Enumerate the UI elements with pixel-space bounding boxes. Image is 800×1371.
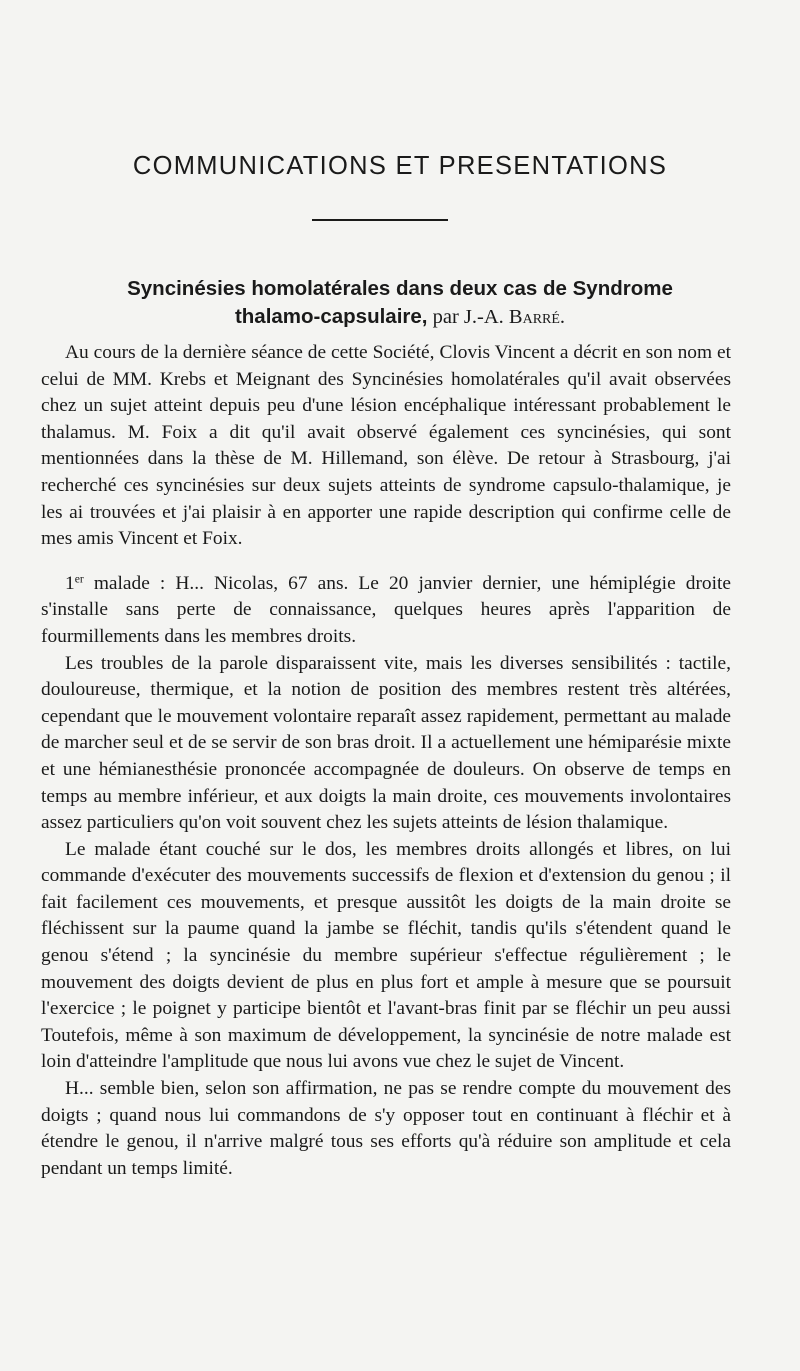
section-title: COMMUNICATIONS ET PRESENTATIONS bbox=[132, 152, 668, 180]
paragraph-case-1 bbox=[41, 571, 731, 651]
paragraph-symptoms: Les troubles de la parole disparaissent vite, mais les diverses sensibilités : tactile, douloureuse, thermique, et la notion de position des membres restent très altérées, cependant que le mouvement volontaire reparaît assez rapidement, permettant au malade de marcher seul et de se servir de son bras droit. Il a actuellement une hémiparésie mixte et une hémianesthésie prononcée accompagnée de douleurs. On observe de temps en temps au membre inférieur, et aux doigts la main droite, ces mouvements involontaires assez particuliers qu'on voit souvent chez les sujets atteints de lésion thalamique. bbox=[41, 652, 731, 834]
article-title bbox=[70, 275, 730, 331]
article-author: Barré. bbox=[508, 306, 566, 328]
article-body bbox=[41, 340, 731, 1182]
paragraph-intro: Au cours de la dernière séance de cette Société, Clovis Vincent a décrit en son nom et celui de MM. Krebs et Meignant des Syncinésies homolatérales qu'il avait observées chez un sujet atteint depuis peu d'une lésion encéphalique intéressant probablement le thalamus. M. Foix a dit qu'il avait observé également ces syncinésies, qui sont mentionnées dans la thèse de M. Hillemand, son élève. De retour à Strasbourg, j'ai recherché ces syncinésies sur deux sujets atteints de syndrome capsulo-thalamique, je les ai trouvées et j'ai plaisir à en apporter une rapide description qui confirme celle de mes amis Vincent et Foix. bbox=[41, 342, 731, 550]
article-title-line1: Syncinésies homolatérales dans deux cas de Syndrome bbox=[127, 277, 673, 300]
case-text: malade : H... Nicolas, 67 ans. Le 20 janvier dernier, une hémiplégie droite s'installe sans perte de connaissance, quelques heures après l'apparition de fourmillements dans les membres droits. bbox=[41, 572, 731, 647]
case-ordinal: 1 bbox=[65, 572, 75, 594]
case-ordinal-suffix: er bbox=[74, 572, 84, 586]
paragraph-exam: Le malade étant couché sur le dos, les membres droits allongés et libres, on lui commande d'exécuter des mouvements successifs de flexion et d'extension du genou ; il fait facilement ces mouvements, et presque aussitôt les doigts de la main droite se fléchissent sur la paume quand la jambe se fléchit, tandis qu'ils s'étendent quand le genou s'étend ; la syncinésie du membre supérieur s'effectue régulièrement ; le mouvement des doigts devient de plus en plus fort et ample à mesure que se poursuit l'exercice ; le poignet y participe bientôt et l'avant-bras finit par se fléchir un peu aussi Toutefois, même à son maximum de développement, la syncinésie de notre malade est loin d'atteindre l'amplitude que nous lui avons vue chez le sujet de Vincent. bbox=[41, 838, 731, 1073]
article-byline: par J.-A. bbox=[427, 306, 509, 328]
article-title-line2: thalamo-capsulaire, bbox=[234, 305, 428, 328]
title-divider bbox=[312, 219, 448, 221]
paragraph-awareness: H... semble bien, selon son affirmation, ne pas se rendre compte du mouvement des doigts ; quand nous lui commandons de s'y opposer tout en continuant à fléchir et à étendre le genou, il n'arrive malgré tous ses efforts qu'à réduire son amplitude et cela pendant un temps limité. bbox=[41, 1078, 731, 1179]
